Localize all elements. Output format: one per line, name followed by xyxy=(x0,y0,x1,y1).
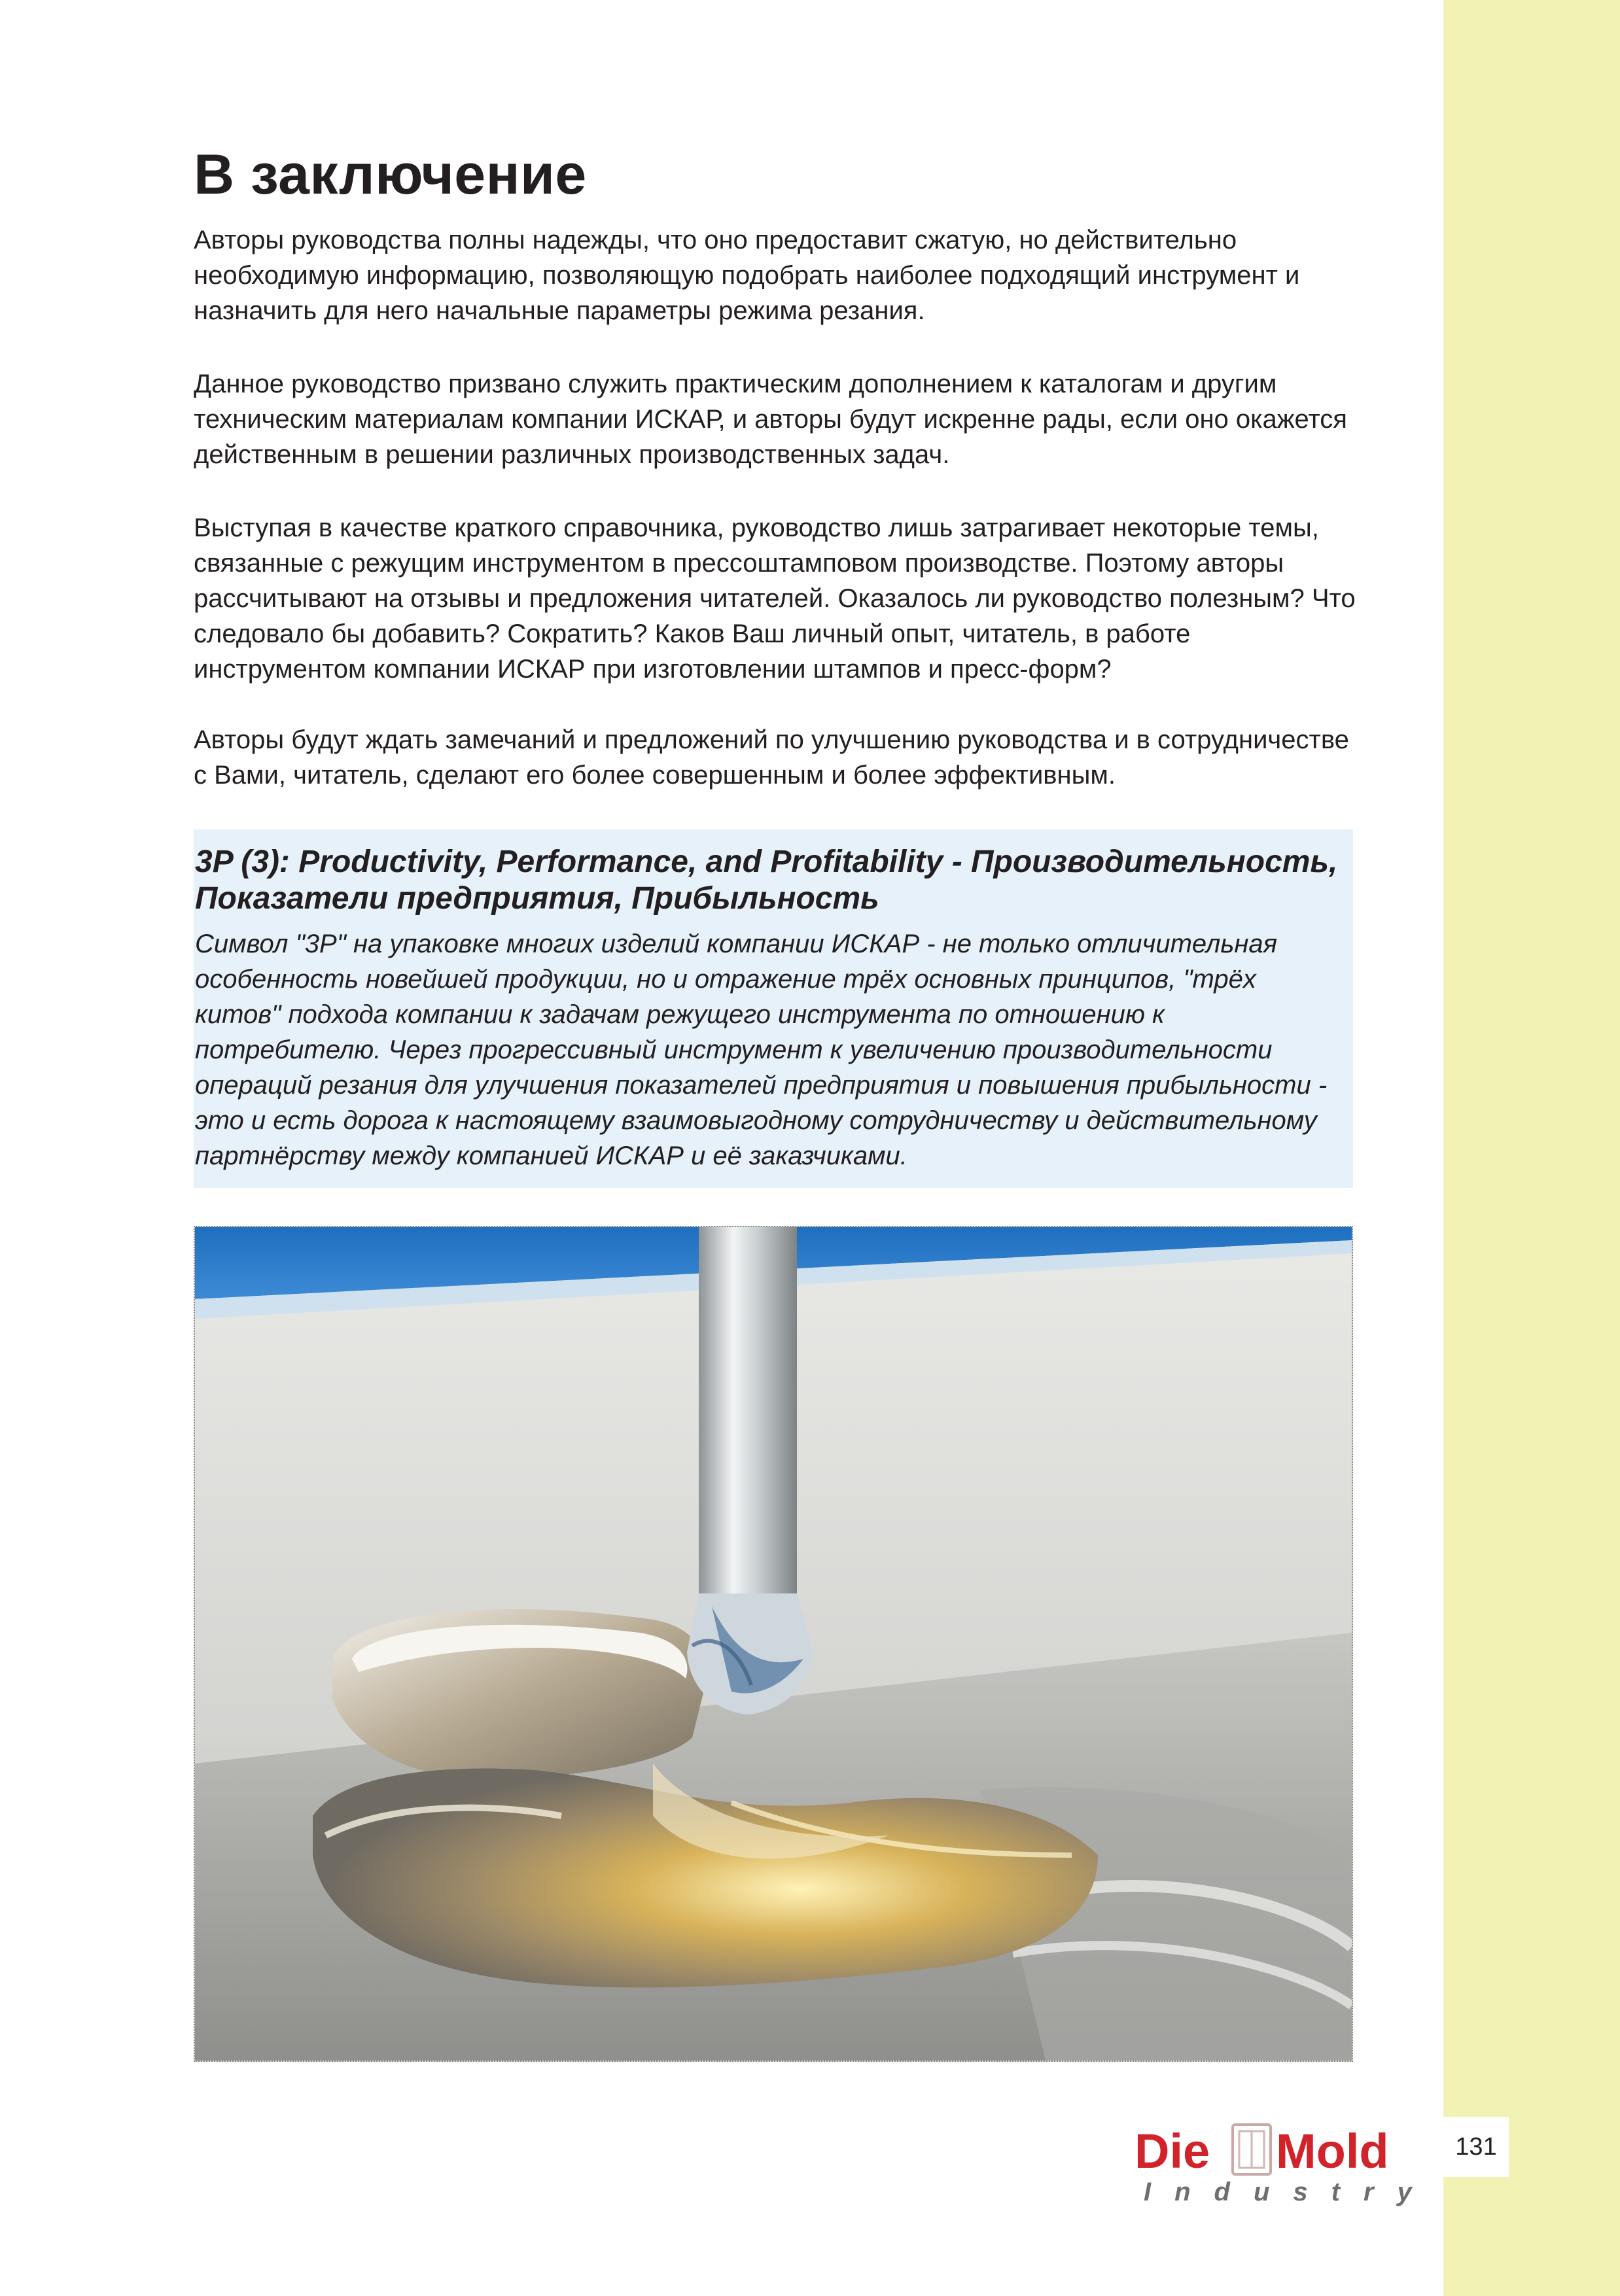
info-box-text: Символ "3P" на упаковке многих изделий компании ИСКАР - не только отличительная особенность новейшей продукции, но и отражение трёх основных принципов, "трёх китов" подхода компании к задачам режущего инструмента по отношению к потребителю. Через прогрессивный инструмент к увеличению производительности операций резания для улучшения показателей предприятия и повышения прибыльности - это и есть дорога к настоящему взаимовыгодному сотрудничеству и действительному партнёрству между компанией ИСКАР и её заказчиками. xyxy=(195,930,1328,1170)
paragraph-intro: Авторы руководства полны надежды, что оно предоставит сжатую, но действительно необходимую информацию, позволяющую подобрать наиболее подходящий инструмент и назначить для него начальные параметры режима резания. xyxy=(194,226,1300,325)
accent-side-band xyxy=(1443,0,1620,2296)
logo-word-die: Die xyxy=(1135,2124,1210,2178)
page-number: 131 xyxy=(1443,2117,1509,2177)
page-title: В заключение xyxy=(194,143,587,206)
logo-tagline: Industry xyxy=(1144,2178,1435,2206)
paragraph-closing: Авторы будут ждать замечаний и предложений по улучшению руководства и в сотрудничестве с Вами, читатель, сделают его более совершенным и более эффективным. xyxy=(194,725,1349,790)
logo-building-icon xyxy=(1233,2125,1271,2174)
info-box-title: 3P (3): Productivity, Performance, and Profitability - Производительность, Показатели предприятия, Прибыльность xyxy=(195,844,1338,916)
info-box-3p xyxy=(194,829,1353,1188)
ball-nose-end-mill-photo-icon xyxy=(195,1227,1352,2061)
die-mold-industry-logo xyxy=(1131,2113,1438,2211)
logo-word-mold: Mold xyxy=(1276,2124,1389,2178)
machining-photo xyxy=(194,1226,1353,2062)
paragraph-purpose: Данное руководство призвано служить практическим дополнением к каталогам и другим техническим материалам компании ИСКАР, и авторы будут искренне рады, если оно окажется действенным в решении различных производственных задач. xyxy=(194,370,1347,469)
paragraph-feedback: Выступая в качестве краткого справочника, руководство лишь затрагивает некоторые темы, связанные с режущим инструментом в прессоштамповом производстве. Поэтому авторы рассчитывают на отзывы и предложения читателей. Оказалось ли руководство полезным? Что следовало бы добавить? Сократить? Каков Ваш личный опыт, читатель, в работе инструментом компании ИСКАР при изготовлении штампов и пресс-форм? xyxy=(194,513,1356,684)
